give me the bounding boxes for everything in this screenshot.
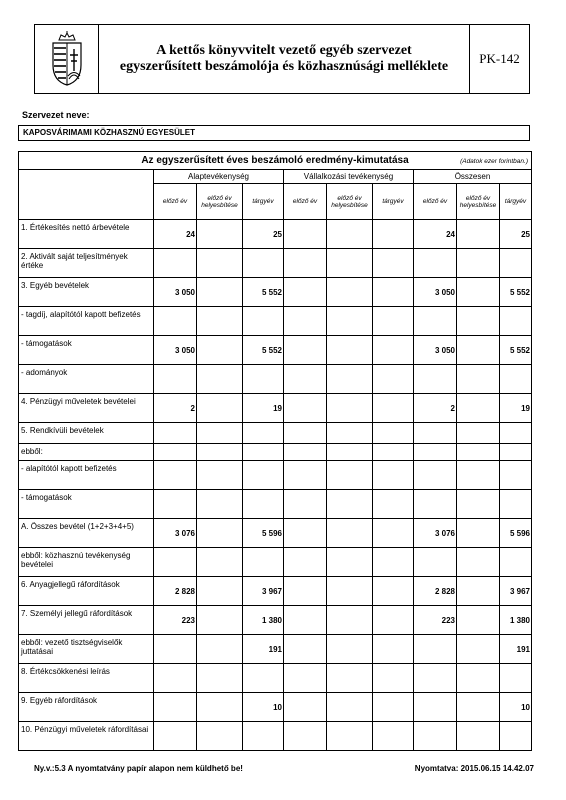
value-cell[interactable] xyxy=(457,249,500,278)
value-cell[interactable] xyxy=(457,693,500,722)
column-header-current-year: tárgyév xyxy=(373,184,414,220)
value-cell[interactable] xyxy=(373,461,414,490)
value-cell[interactable] xyxy=(197,249,243,278)
value-cell[interactable] xyxy=(414,444,457,461)
report-caption xyxy=(19,152,532,170)
table-row xyxy=(19,365,532,394)
value-cell[interactable] xyxy=(414,365,457,394)
value-cell[interactable] xyxy=(284,490,327,519)
value-cell[interactable]: 2 828 xyxy=(414,577,457,606)
row-label xyxy=(19,336,154,365)
value-cell[interactable]: 5 596 xyxy=(500,519,532,548)
footer-version-note: Ny.v.:5.3 A nyomtatvány papír alapon nem küldhető be! xyxy=(34,764,243,773)
organization-label: Szervezet neve: xyxy=(22,110,90,120)
value-cell[interactable] xyxy=(373,307,414,336)
value-cell[interactable] xyxy=(500,548,532,577)
value-cell[interactable] xyxy=(327,444,373,461)
value-cell[interactable] xyxy=(197,336,243,365)
row-label xyxy=(19,444,154,461)
value-cell[interactable]: 25 xyxy=(243,220,284,249)
value-cell[interactable] xyxy=(457,635,500,664)
value-cell[interactable] xyxy=(154,693,197,722)
form-code: PK-142 xyxy=(469,25,529,93)
row-label-text: - tagdíj, alapítótól kapott befizetés xyxy=(21,310,141,319)
value-cell[interactable]: 2 xyxy=(414,394,457,423)
value-cell[interactable] xyxy=(327,423,373,444)
value-cell[interactable] xyxy=(327,461,373,490)
value-cell[interactable] xyxy=(284,577,327,606)
value-cell[interactable] xyxy=(373,249,414,278)
value-cell[interactable] xyxy=(197,693,243,722)
value-cell[interactable] xyxy=(373,519,414,548)
value-cell[interactable] xyxy=(327,519,373,548)
value-cell[interactable] xyxy=(197,490,243,519)
column-header-prev-year-correction: előző év helyesbítése xyxy=(197,184,243,220)
value-cell[interactable] xyxy=(284,278,327,307)
table-row xyxy=(19,722,532,751)
row-label xyxy=(19,693,154,722)
value-cell[interactable] xyxy=(373,394,414,423)
value-cell[interactable] xyxy=(457,444,500,461)
value-cell[interactable] xyxy=(457,577,500,606)
value-cell[interactable] xyxy=(373,278,414,307)
value-cell[interactable] xyxy=(373,548,414,577)
value-cell[interactable] xyxy=(154,548,197,577)
value-cell[interactable]: 24 xyxy=(414,220,457,249)
value-cell[interactable]: 2 828 xyxy=(154,577,197,606)
value-cell[interactable] xyxy=(284,307,327,336)
value-cell[interactable] xyxy=(243,365,284,394)
row-label-text: 8. Értékcsökkenési leírás xyxy=(21,667,110,676)
value-cell[interactable]: 5 552 xyxy=(500,278,532,307)
row-label xyxy=(19,606,154,635)
row-label-text: 3. Egyéb bevételek xyxy=(21,281,90,290)
table-row xyxy=(19,577,532,606)
row-label xyxy=(19,490,154,519)
value-cell[interactable] xyxy=(154,444,197,461)
table-row xyxy=(19,635,532,664)
row-label xyxy=(19,394,154,423)
value-cell[interactable] xyxy=(500,461,532,490)
value-cell[interactable] xyxy=(500,307,532,336)
value-cell[interactable] xyxy=(154,490,197,519)
value-cell[interactable] xyxy=(327,693,373,722)
value-cell[interactable] xyxy=(457,606,500,635)
value-cell[interactable] xyxy=(414,461,457,490)
value-cell[interactable]: 1 380 xyxy=(243,606,284,635)
value-cell[interactable] xyxy=(284,606,327,635)
value-cell[interactable] xyxy=(327,606,373,635)
value-cell[interactable] xyxy=(327,577,373,606)
value-cell[interactable] xyxy=(414,249,457,278)
value-cell[interactable]: 223 xyxy=(414,606,457,635)
row-label-text: ebből: xyxy=(21,447,43,456)
value-cell[interactable] xyxy=(373,365,414,394)
value-cell[interactable] xyxy=(243,722,284,751)
value-cell[interactable] xyxy=(327,635,373,664)
value-cell[interactable] xyxy=(457,365,500,394)
value-cell[interactable] xyxy=(457,278,500,307)
value-cell[interactable]: 5 596 xyxy=(243,519,284,548)
group-header-business: Vállalkozási tevékenység xyxy=(284,170,414,184)
value-cell[interactable] xyxy=(414,722,457,751)
value-cell[interactable] xyxy=(284,635,327,664)
value-cell[interactable]: 24 xyxy=(154,220,197,249)
value-cell[interactable] xyxy=(327,278,373,307)
value-cell[interactable] xyxy=(414,548,457,577)
value-cell[interactable] xyxy=(243,249,284,278)
row-label xyxy=(19,722,154,751)
value-cell[interactable] xyxy=(154,461,197,490)
table-row xyxy=(19,394,532,423)
value-cell[interactable] xyxy=(197,444,243,461)
value-cell[interactable] xyxy=(327,249,373,278)
group-header-core: Alaptevékenység xyxy=(154,170,284,184)
value-cell[interactable] xyxy=(243,423,284,444)
value-cell[interactable] xyxy=(197,278,243,307)
value-cell[interactable] xyxy=(414,490,457,519)
table-row xyxy=(19,606,532,635)
value-cell[interactable]: 3 050 xyxy=(414,278,457,307)
value-cell[interactable] xyxy=(284,548,327,577)
row-label-header xyxy=(19,170,154,220)
column-header-prev-year: előző év xyxy=(414,184,457,220)
value-cell[interactable]: 5 552 xyxy=(243,336,284,365)
value-cell[interactable] xyxy=(457,220,500,249)
report-rows xyxy=(19,220,532,751)
value-cell[interactable] xyxy=(457,423,500,444)
value-cell[interactable]: 10 xyxy=(243,693,284,722)
value-cell[interactable] xyxy=(154,722,197,751)
row-label-text: - támogatások xyxy=(21,339,72,348)
value-cell[interactable] xyxy=(457,336,500,365)
row-label xyxy=(19,461,154,490)
row-label-text: - adományok xyxy=(21,368,68,377)
organization-name-field[interactable]: KAPOSVÁRIMAMI KÖZHASZNÚ EGYESÜLET xyxy=(18,125,530,141)
row-label xyxy=(19,278,154,307)
value-cell[interactable] xyxy=(284,336,327,365)
value-cell[interactable] xyxy=(457,548,500,577)
value-cell[interactable] xyxy=(197,577,243,606)
value-cell[interactable] xyxy=(197,548,243,577)
value-cell[interactable]: 2 xyxy=(154,394,197,423)
table-row xyxy=(19,693,532,722)
value-cell[interactable] xyxy=(284,249,327,278)
value-cell[interactable]: 3 076 xyxy=(414,519,457,548)
value-cell[interactable] xyxy=(197,635,243,664)
table-row xyxy=(19,461,532,490)
table-row xyxy=(19,664,532,693)
form-title-line-2: egyszerűsített beszámolója és közhasznúsági melléklete xyxy=(119,59,449,74)
value-cell[interactable] xyxy=(284,693,327,722)
value-cell[interactable] xyxy=(284,519,327,548)
value-cell[interactable] xyxy=(284,423,327,444)
form-title xyxy=(99,25,469,93)
table-row xyxy=(19,444,532,461)
value-cell[interactable]: 5 552 xyxy=(500,336,532,365)
unit-note: (Adatok ezer forintban.) xyxy=(460,158,528,165)
value-cell[interactable]: 1 380 xyxy=(500,606,532,635)
value-cell[interactable] xyxy=(500,249,532,278)
value-cell[interactable] xyxy=(373,423,414,444)
table-row xyxy=(19,249,532,278)
value-cell[interactable] xyxy=(457,519,500,548)
value-cell[interactable] xyxy=(414,664,457,693)
value-cell[interactable] xyxy=(373,722,414,751)
value-cell[interactable] xyxy=(284,664,327,693)
row-label xyxy=(19,664,154,693)
column-header-prev-year: előző év xyxy=(284,184,327,220)
value-cell[interactable] xyxy=(327,394,373,423)
value-cell[interactable] xyxy=(327,365,373,394)
value-cell[interactable]: 191 xyxy=(243,635,284,664)
value-cell[interactable]: 25 xyxy=(500,220,532,249)
form-title-line-1: A kettős könyvvitelt vezető egyéb szervezet xyxy=(156,43,412,58)
value-cell[interactable] xyxy=(373,336,414,365)
column-header-prev-year-correction: előző év helyesbítése xyxy=(327,184,373,220)
column-header-prev-year: előző év xyxy=(154,184,197,220)
hungarian-coat-of-arms-icon xyxy=(50,31,84,87)
row-label-text: 2. Aktivált saját teljesítmények értéke xyxy=(21,252,128,270)
row-label xyxy=(19,365,154,394)
value-cell[interactable] xyxy=(197,461,243,490)
row-label xyxy=(19,577,154,606)
value-cell[interactable] xyxy=(154,249,197,278)
value-cell[interactable] xyxy=(414,693,457,722)
value-cell[interactable]: 5 552 xyxy=(243,278,284,307)
value-cell[interactable] xyxy=(327,722,373,751)
value-cell[interactable] xyxy=(414,423,457,444)
value-cell[interactable] xyxy=(457,307,500,336)
value-cell[interactable] xyxy=(197,519,243,548)
value-cell[interactable] xyxy=(154,664,197,693)
column-header-current-year: tárgyév xyxy=(243,184,284,220)
value-cell[interactable] xyxy=(154,423,197,444)
row-label xyxy=(19,220,154,249)
value-cell[interactable] xyxy=(284,220,327,249)
value-cell[interactable] xyxy=(373,693,414,722)
value-cell[interactable] xyxy=(197,307,243,336)
value-cell[interactable] xyxy=(284,461,327,490)
row-label-text: ebből: vezető tisztségviselők juttatásai xyxy=(21,638,123,656)
value-cell[interactable] xyxy=(327,220,373,249)
value-cell[interactable] xyxy=(284,722,327,751)
table-row xyxy=(19,490,532,519)
value-cell[interactable] xyxy=(243,548,284,577)
value-cell[interactable]: 19 xyxy=(500,394,532,423)
value-cell[interactable] xyxy=(327,336,373,365)
row-label-text: 6. Anyagjellegű ráfordítások xyxy=(21,580,120,589)
value-cell[interactable] xyxy=(243,307,284,336)
value-cell[interactable] xyxy=(197,606,243,635)
form-header xyxy=(34,24,530,94)
value-cell[interactable]: 3 967 xyxy=(243,577,284,606)
row-label-text: 9. Egyéb ráfordítások xyxy=(21,696,98,705)
value-cell[interactable] xyxy=(500,365,532,394)
value-cell[interactable]: 3 967 xyxy=(500,577,532,606)
row-label-text: - alapítótól kapott befizetés xyxy=(21,464,117,473)
value-cell[interactable] xyxy=(154,365,197,394)
row-label-text: 1. Értékesítés nettó árbevétele xyxy=(21,223,130,232)
value-cell[interactable] xyxy=(373,664,414,693)
table-row xyxy=(19,548,532,577)
group-header-total: Összesen xyxy=(414,170,532,184)
value-cell[interactable] xyxy=(197,394,243,423)
table-row xyxy=(19,519,532,548)
value-cell[interactable] xyxy=(327,490,373,519)
crest-box xyxy=(35,25,99,93)
value-cell[interactable]: 223 xyxy=(154,606,197,635)
value-cell[interactable] xyxy=(154,307,197,336)
value-cell[interactable]: 3 050 xyxy=(154,278,197,307)
row-label xyxy=(19,249,154,278)
value-cell[interactable] xyxy=(197,220,243,249)
value-cell[interactable] xyxy=(500,444,532,461)
row-label-text: 5. Rendkívüli bevételek xyxy=(21,426,104,435)
row-label-text: 10. Pénzügyi műveletek ráfordításai xyxy=(21,725,149,734)
value-cell[interactable] xyxy=(373,606,414,635)
value-cell[interactable]: 3 050 xyxy=(154,336,197,365)
table-row xyxy=(19,278,532,307)
row-label xyxy=(19,423,154,444)
table-row xyxy=(19,423,532,444)
row-label xyxy=(19,519,154,548)
value-cell[interactable]: 3 050 xyxy=(414,336,457,365)
value-cell[interactable] xyxy=(373,490,414,519)
value-cell[interactable] xyxy=(373,635,414,664)
column-header-prev-year-correction: előző év helyesbítése xyxy=(457,184,500,220)
value-cell[interactable] xyxy=(414,635,457,664)
row-label-text: ebből: közhasznú tevékenység bevételei xyxy=(21,551,131,569)
value-cell[interactable] xyxy=(327,664,373,693)
value-cell[interactable] xyxy=(327,307,373,336)
value-cell[interactable] xyxy=(197,423,243,444)
value-cell[interactable] xyxy=(373,577,414,606)
income-statement-table xyxy=(18,151,532,751)
value-cell[interactable] xyxy=(327,548,373,577)
value-cell[interactable] xyxy=(243,664,284,693)
value-cell[interactable] xyxy=(457,722,500,751)
value-cell[interactable] xyxy=(457,461,500,490)
row-label-text: 7. Személyi jellegű ráfordítások xyxy=(21,609,133,618)
value-cell[interactable] xyxy=(284,444,327,461)
value-cell[interactable]: 10 xyxy=(500,693,532,722)
value-cell[interactable] xyxy=(500,423,532,444)
value-cell[interactable] xyxy=(197,365,243,394)
value-cell[interactable] xyxy=(373,220,414,249)
value-cell[interactable] xyxy=(243,461,284,490)
report-caption-text: Az egyszerűsített éves beszámoló eredmény-kimutatása xyxy=(141,155,409,166)
footer-print-date: Nyomtatva: 2015.06.15 14.42.07 xyxy=(414,764,534,773)
value-cell[interactable] xyxy=(154,635,197,664)
value-cell[interactable] xyxy=(500,490,532,519)
value-cell[interactable] xyxy=(457,664,500,693)
table-row xyxy=(19,220,532,249)
column-header-current-year: tárgyév xyxy=(500,184,532,220)
value-cell[interactable] xyxy=(197,722,243,751)
value-cell[interactable]: 191 xyxy=(500,635,532,664)
table-row xyxy=(19,307,532,336)
value-cell[interactable] xyxy=(284,365,327,394)
value-cell[interactable] xyxy=(243,490,284,519)
value-cell[interactable] xyxy=(243,444,284,461)
row-label xyxy=(19,635,154,664)
value-cell[interactable]: 3 076 xyxy=(154,519,197,548)
value-cell[interactable] xyxy=(197,664,243,693)
row-label-text: A. Összes bevétel (1+2+3+4+5) xyxy=(21,522,134,531)
value-cell[interactable] xyxy=(284,394,327,423)
row-label xyxy=(19,307,154,336)
value-cell[interactable]: 19 xyxy=(243,394,284,423)
value-cell[interactable] xyxy=(457,490,500,519)
value-cell[interactable] xyxy=(500,722,532,751)
value-cell[interactable] xyxy=(414,307,457,336)
value-cell[interactable] xyxy=(500,664,532,693)
value-cell[interactable] xyxy=(373,444,414,461)
row-label-text: 4. Pénzügyi műveletek bevételei xyxy=(21,397,136,406)
row-label xyxy=(19,548,154,577)
value-cell[interactable] xyxy=(457,394,500,423)
table-row xyxy=(19,336,532,365)
row-label-text: - támogatások xyxy=(21,493,72,502)
